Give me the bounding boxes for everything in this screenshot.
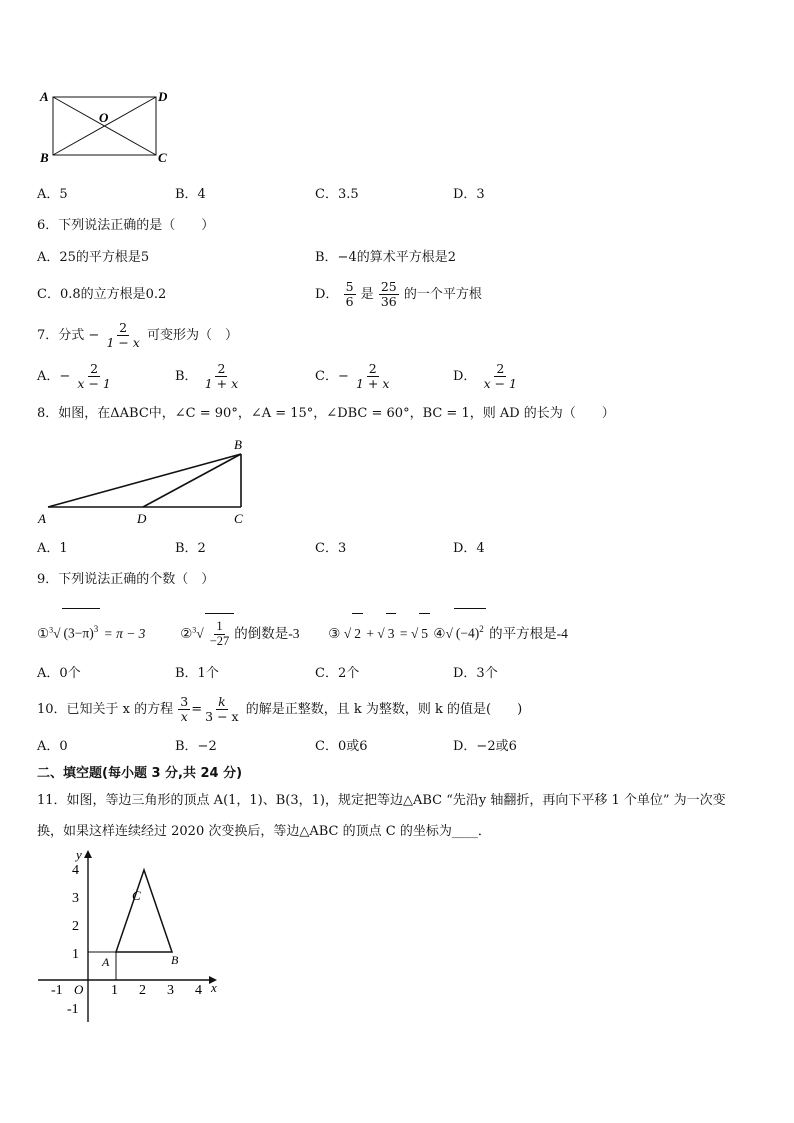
statement-mark: ④ [433, 625, 446, 641]
label-d: D [137, 511, 147, 526]
fraction [208, 620, 232, 649]
q8-stem: 8．如图，在ΔABC中，∠C = 90°，∠A = 15°，∠DBC = 60°，BC = 1，则 AD 的长为（ ） [37, 406, 615, 421]
fraction-num: 2 [90, 361, 99, 377]
option-prefix: D． [453, 369, 477, 384]
x-tick: 4 [195, 983, 202, 998]
label-o: O [99, 110, 109, 125]
radicand-body: (−4) [455, 625, 480, 641]
equals-sign: = [191, 702, 203, 717]
label-c: C [234, 511, 243, 526]
fraction-den: 1 − x [106, 335, 140, 350]
fraction-den: 6 [345, 294, 354, 309]
y-tick: 3 [72, 891, 79, 906]
q6-option-c: C．0.8的立方根是0.2 [37, 287, 167, 302]
label-c: C [158, 150, 167, 165]
label-b: B [171, 953, 179, 967]
y-tick: 2 [72, 919, 79, 934]
rectangle-figure [36, 86, 186, 168]
fraction-den: 36 [380, 294, 397, 309]
fraction-num: 2 [217, 361, 226, 377]
label-a: A [40, 89, 49, 104]
q9-option-a: A．0个 [37, 666, 81, 681]
statement-tail: = π − 3 [100, 625, 146, 641]
statement-3: ③ √ 2 + √ 3 = √ 5 [328, 626, 433, 641]
coordinate-figure [36, 846, 226, 1028]
fraction-den: 3 − x [205, 709, 239, 724]
fraction [354, 362, 391, 391]
statement-tail: 的倒数是-3 [234, 625, 300, 641]
q5-option-b: B．4 [175, 187, 206, 202]
q7-option-d [453, 358, 520, 396]
exponent: 3 [93, 624, 99, 634]
fraction-den: 1 + x [355, 376, 390, 391]
q11-line1: 11．如图，等边三角形的顶点 A(1，1)、B(3，1)，规定把等边△ABC “先沿y 轴翻折，再向下平移 1 个单位” 为一次变 [37, 793, 726, 808]
statement-mark: ① [37, 625, 50, 641]
statement-tail: 的平方根是-4 [489, 625, 568, 641]
x-axis-label: x [211, 980, 217, 995]
fraction [104, 321, 141, 350]
fraction-den: x [180, 709, 188, 724]
q10-stem-suffix: 的解是正整数，且 k 为整数，则 k 的值是( ) [245, 702, 523, 717]
q10-option-c: C．0或6 [315, 739, 368, 754]
q7-option-a [37, 358, 114, 396]
fraction-num: 2 [496, 361, 505, 377]
q7-stem-prefix: 7．分式 − [37, 328, 100, 343]
triangle-abc [116, 870, 172, 952]
q5-option-c: C．3.5 [315, 187, 359, 202]
radicand [205, 613, 235, 654]
fraction [344, 280, 356, 309]
label-c: C [132, 888, 141, 903]
radicand: 5 [419, 613, 430, 654]
q5-option-d: D．3 [453, 187, 485, 202]
radicand: 2 [352, 613, 363, 654]
q10-option-d: D．−2或6 [453, 739, 517, 754]
exponent: 2 [479, 624, 484, 634]
q10-stem [37, 690, 522, 730]
label-a: A [102, 955, 110, 969]
fraction [203, 362, 240, 391]
q6-option-b: B．−4的算术平方根是2 [315, 250, 456, 265]
q7-stem [37, 317, 238, 355]
x-tick: 3 [167, 983, 174, 998]
q7-option-b [175, 358, 241, 396]
q5-option-a: A．5 [37, 187, 68, 202]
q10-option-b: B．−2 [175, 739, 217, 754]
q9-option-b: B．1个 [175, 666, 219, 681]
section-heading: 二、填空题(每小题 3 分,共 24 分) [37, 766, 243, 781]
radicand [62, 608, 101, 654]
root-index: 3 [49, 625, 54, 634]
q9-statements [37, 608, 568, 654]
q6-d-mid: 是 [360, 287, 374, 302]
fraction-num: 5 [345, 279, 354, 295]
fraction [379, 280, 399, 309]
statement-mark: ② [180, 625, 193, 641]
option-prefix: B． [175, 369, 198, 384]
radicand-body: (3−π) [63, 625, 94, 641]
q7-stem-suffix: 可变形为（ ） [147, 328, 239, 343]
y-axis-label: y [76, 847, 82, 862]
q6-stem: 6．下列说法正确的是（ ） [37, 218, 215, 233]
x-tick: 1 [111, 983, 118, 998]
triangle-figure [36, 434, 256, 530]
segment-ab [48, 454, 241, 507]
fraction-den: 1 + x [204, 376, 239, 391]
q8-option-a: A．1 [37, 541, 68, 556]
fraction-den: −27 [209, 633, 230, 648]
fraction [178, 695, 190, 724]
segment-bd [143, 454, 241, 507]
fraction [75, 362, 112, 391]
q10-option-a: A．0 [37, 739, 68, 754]
radicand [454, 608, 486, 654]
origin-label: O [74, 982, 84, 997]
label-b: B [234, 437, 242, 452]
fraction [482, 362, 519, 391]
option-prefix: C．− [315, 369, 349, 384]
x-tick: -1 [51, 983, 63, 998]
q6-d-prefix: D． [315, 287, 339, 302]
fraction-num: 3 [180, 694, 189, 710]
x-tick: 2 [139, 983, 146, 998]
q9-option-d: D．3个 [453, 666, 498, 681]
fraction [203, 695, 240, 724]
label-a: A [38, 511, 46, 526]
q10-stem-prefix: 10．已知关于 x 的方程 [37, 702, 174, 717]
q6-option-d [315, 276, 482, 314]
q8-option-b: B．2 [175, 541, 206, 556]
fraction-num: k [218, 694, 226, 710]
q9-option-c: C．2个 [315, 666, 360, 681]
fraction-num: 2 [368, 361, 377, 377]
fraction-den: x − 1 [77, 376, 111, 391]
y-tick: 1 [72, 947, 79, 962]
label-b: B [40, 150, 49, 165]
statement-2: ②$^3$√ $\frac{1}{-27}$ 的倒数是-3 [180, 626, 303, 641]
q6-d-suffix: 的一个平方根 [403, 287, 482, 302]
q8-option-c: C．3 [315, 541, 347, 556]
q7-option-c [315, 358, 392, 396]
statement-4: ④√ $(-4)^2$ 的平方根是-4 [433, 626, 568, 641]
y-tick: -1 [67, 1002, 79, 1017]
fraction-num: 25 [380, 279, 397, 295]
label-d: D [158, 89, 168, 104]
q8-option-d: D．4 [453, 541, 485, 556]
option-prefix: A．− [37, 369, 71, 384]
statement-mark: ③ [328, 625, 341, 641]
fraction-den: x − 1 [483, 376, 518, 391]
radicand: 3 [386, 613, 397, 654]
root-index: 3 [192, 625, 197, 634]
y-tick: 4 [72, 863, 79, 878]
y-axis-arrow [84, 850, 92, 858]
statement-1: ①$^3$√ $(3-\pi)^3 = \pi - 3$ [37, 626, 149, 641]
q9-stem: 9．下列说法正确的个数（ ） [37, 572, 215, 587]
q11-line2: 换，如果这样连续经过 2020 次变换后，等边△ABC 的顶点 C 的坐标为____． [37, 824, 491, 839]
fraction-num: 2 [119, 320, 128, 336]
fraction-num: 1 [216, 619, 223, 634]
q6-option-a: A．25的平方根是5 [37, 250, 150, 265]
